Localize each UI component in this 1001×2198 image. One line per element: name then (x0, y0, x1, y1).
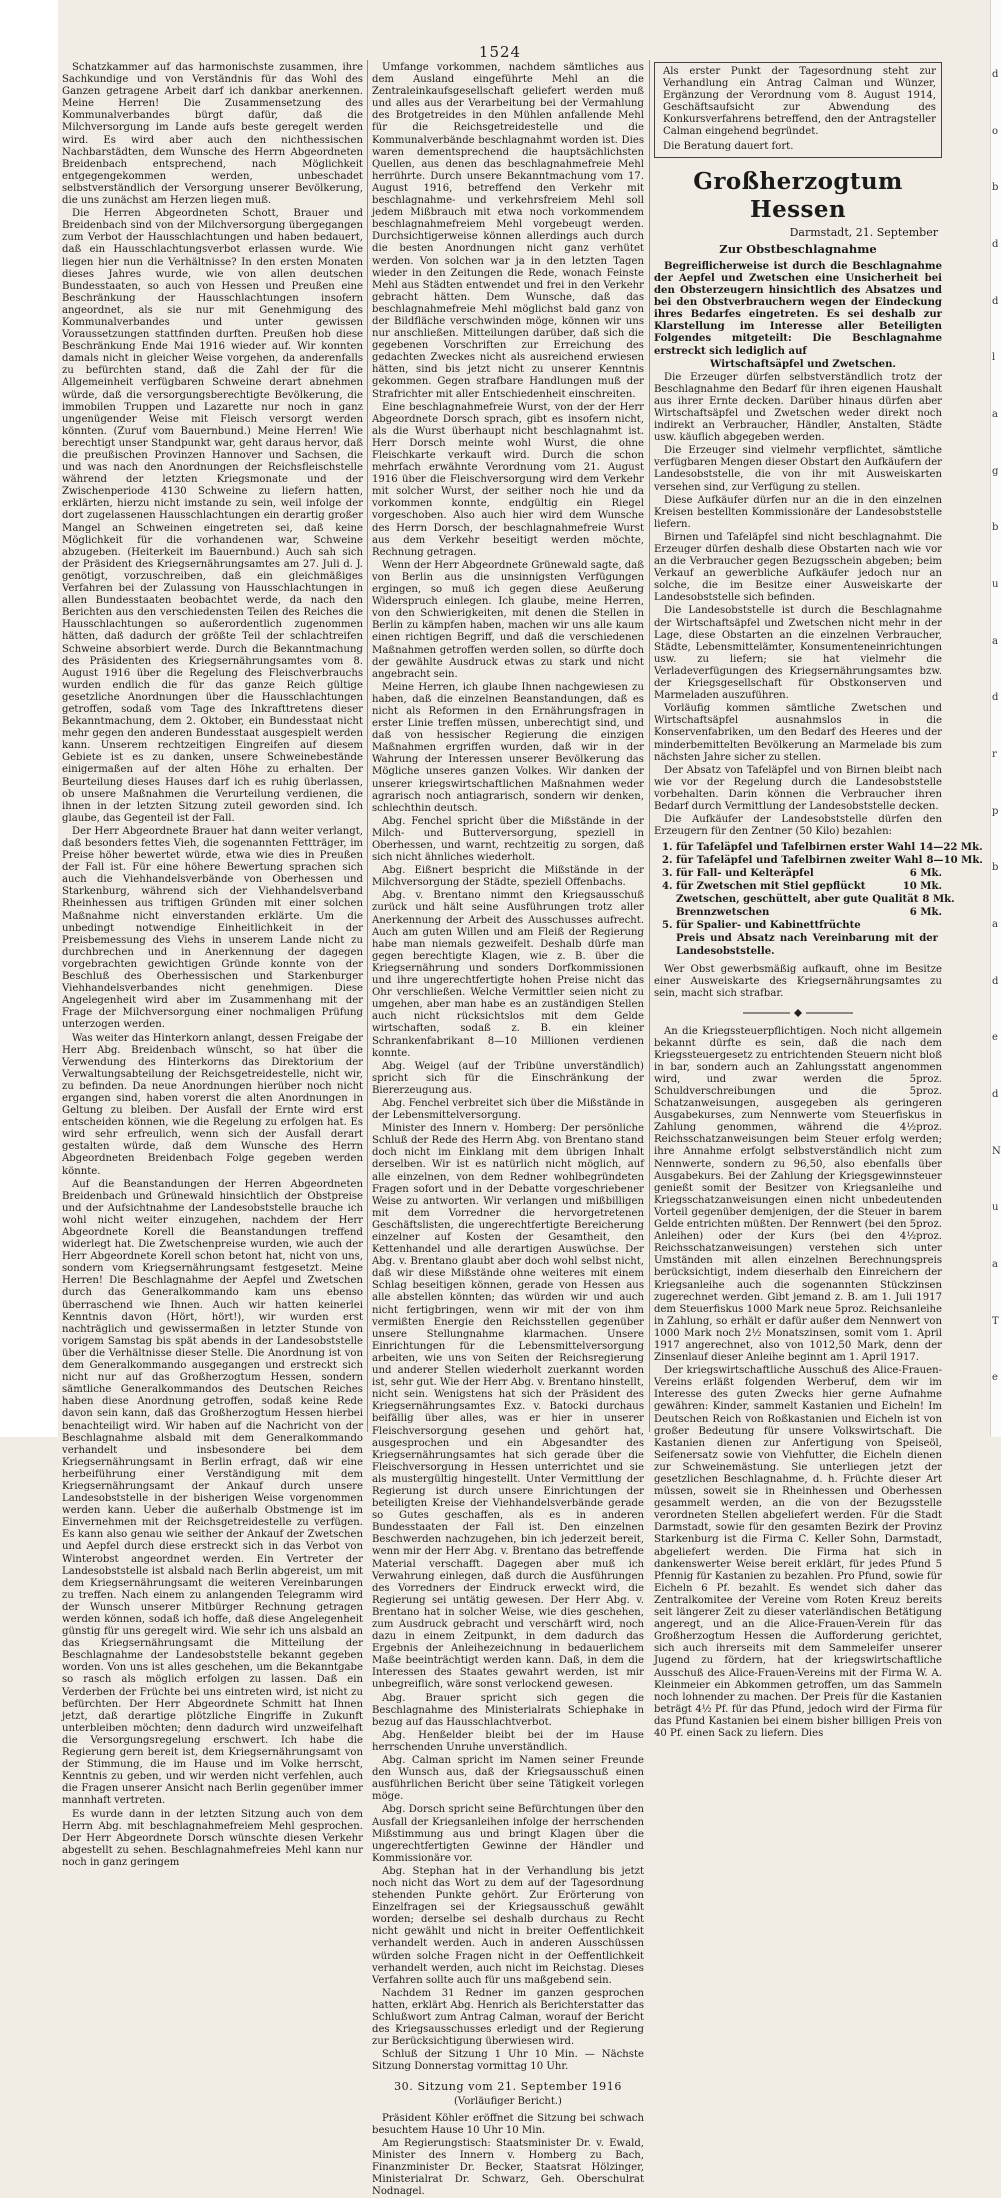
paragraph: Umfange vorkommen, nachdem sämtliches aus dem Ausland eingeführte Mehl an die Zentraleinkaufsgesellschaft geliefert werden muß und alles aus der Verarbeitung bei der Vermahlung des Brotgetreides in den Mühlen anfallende Mehl für die Reichsgetreidestelle und die Kommunalverbände beschlagnahmt worden ist. Dies waren dementsprechend die hauptsächlichsten Quellen, aus denen das beschlagnahmefreie Mehl herrührte. Durch unsere Bekanntmachung vom 17. August 1916, betreffend den Verkehr mit beschlagnahme- und verkehrsfreiem Mehl soll jedem Mißbrauch mit etwa noch vorkommendem beschlagnahmefreiem Mehl vorgebeugt werden. Durchsichtigerweise können allerdings auch durch die besten Anordnungen nicht ganz verhütet werden. Von solchen war ja in den letzten Tagen wieder in den Zeitungen die Rede, wonach Feinste Mehl aus Städten entwendet und frei in den Verkehr gebracht hätten. Dem Wunsche, daß das beschlagnahmefreie Mehl möglichst bald ganz von der Bildfläche verschwinden möge, können wir uns nur anschließen. Mitteilungen darüber, daß sich die gegebenen Vorschriften zur Erreichung des gedachten Zweckes nicht als ausreichend erwiesen hätten, sind bis jetzt nicht zu unserer Kenntnis gekommen. Gegen strafbare Handlungen muß der Strafrichter mit aller Entschiedenheit einschreiten. (372, 62, 644, 400)
agenda-notice-box (654, 62, 942, 158)
edge-fragment: a (992, 1259, 998, 1270)
paragraph: Diese Aufkäufer dürfen nur an die in den einzelnen Kreisen bestellten Kommissionäre der Landesobststelle liefern. (654, 494, 942, 530)
paragraph: Am Regierungstisch: Staatsminister Dr. v. Ewald, Minister des Innern v. Homberg zu Bach, Finanzminister Dr. Becker, Staatsrat Hölzinger, Ministerialrat Dr. Schwarz, Geh. Oberschulrat Nodnagel. (372, 2137, 644, 2198)
edge-fragment: a (992, 635, 998, 647)
edge-fragment: u (992, 1202, 999, 1214)
paragraph: Was weiter das Hinterkorn anlangt, dessen Freigabe der Herr Abg. Breidenbach wünscht, so hat über die Verwendung des Hinterkorns das Direktorium der Verwaltungsabteilung der Reichsgetreidestelle, nicht wir, zu befinden. Da neue Anordnungen hierüber noch nicht ergangen sind, haben vorerst die alten Anordnungen in Geltung zu bleiben. Der Ausfall der Ernte wird erst entscheiden können, wie die Regelung zu erfolgen hat. Es wird sehr erfreulich, wenn sich der Ausfall derart gestalten würde, daß dem Wunsche des Herrn Abgeordneten Breidenbach Folge gegeben werden könnte. (62, 1032, 363, 1177)
price-row (662, 906, 942, 919)
edge-fragment: d (992, 69, 999, 80)
dateline: Darmstadt, 21. September (789, 225, 938, 239)
price-label: Brennzwetschen (676, 907, 770, 919)
edge-fragment: p (992, 805, 999, 817)
price-value (938, 919, 942, 932)
edge-fragment: b (992, 862, 999, 874)
price-row (662, 841, 983, 854)
paragraph: Die Herren Abgeordneten Schott, Brauer und Breidenbach sind von der Milchversorgung übergegangen zum Verbot der Hausschlachtungen und haben bedauert, daß ein Hausschlachtungsverbot erlassen wurde. Wie liegen hier nun die Verhältnisse? In den ersten Monaten dieses Jahres wurde, wie von allen deutschen Bundesstaaten, so auch von Hessen und Preußen eine Beschränkung der Hausschlachtungen insofern angeordnet, als sie nur mit Genehmigung des Kommunalverbandes und unter gewissen Voraussetzungen stattfinden durften. Preußen hob diese Beschränkung Ende Mai 1916 wieder auf. Wir konnten damals nicht in gleicher Weise vorgehen, da anderenfalls zu befürchten stand, daß die Zahl der für die Allgemeinheit verfügbaren Schweine derart abnehmen würde, daß die versorgungsberechtigte Bevölkerung, die immobilen Truppen und Lazarette nur noch in ganz ungenügender Weise mit Fleisch versorgt werden könnten. (Zuruf vom Bauernbund.) Meine Herren! Wie berechtigt unser Standpunkt war, geht daraus hervor, daß die preußischen Provinzen Hannover und Sachsen, die und was nach den Anordnungen der Reichsfleischstelle während der letzten Kriegsmonate und der Zwischenperiode 4130 Schweine zu liefern hatten, erklärten, hierzu nicht imstande zu sein, weil infolge der dort zugelassenen Hausschlachtungen ein derartig großer Mangel an Schweinen eingetreten sei, daß keine Möglichkeit für die vorhandenen war, Schweine abzugeben. (Heiterkeit im Bauernbund.) Auch sah sich der Präsident des Kriegsernährungsamtes am 27. Juli d. J. genötigt, vorzuschreiben, daß ein gleichmäßiges Verfahren bei der Zulassung von Hausschlachtungen in allen Bundesstaaten beobachtet werde, da nach den Berichten aus den verschiedensten Teilen des Reiches die Hausschlachtungen so außerordentlich zugenommen hätten, daß dadurch der größte Teil der schlachtreifen Schweine absorbiert werde. Durch die Bekanntmachung des Präsidenten des Kriegsernährungsamtes vom 8. August 1916 über die Regelung des Fleischverbrauchs wurden endlich die für das ganze Reich gültige gesetzliche Anordnungen über die Hausschlachtungen getroffen, sodaß vom Tage des Inkrafttretens dieser Bekanntmachung, dem 2. Oktober, ein Bundesstaat nicht mehr gegen den anderen Bundesstaat ausgespielt werden kann. Unserem rechtzeitigen Eingreifen auf diesem Gebiete ist es zu danken, unsere Schweinebestände einigermaßen auf der alten Höhe zu erhalten. Der Beurteilung dieses Hauses darf ich es ruhig überlassen, ob unsere Maßnahmen die Verurteilung verdienen, die ihnen in der letzten Sitzung zuteil geworden sind. Ich glaube, das Gegenteil ist der Fall. (62, 208, 363, 824)
edge-fragment: l (992, 352, 996, 364)
paragraph: Meine Herren, ich glaube Ihnen nachgewiesen zu haben, daß die einzelnen Beanstandungen, daß es nicht als Reformen in den Ernährungsfragen in erster Linie treffen müssen, unberechtigt sind, und daß von hessischer Regierung die einzigen Maßnahmen ergriffen wurden, daß wir in der Wahrung der Interessen unserer Bevölkerung das Mögliche unseres ganzen Volkes. Wir danken der unserer kriegswirtschaftlichen Maßnahmen weder agrarisch noch antiagrarisch, sondern wir denken, schlechthin deutsch. (372, 681, 644, 814)
price-list (662, 841, 983, 958)
edge-fragment: o (992, 125, 999, 137)
paragraph: Die Landesobststelle ist durch die Beschlagnahme der Wirtschaftsäpfel und Zwetschen nicht mehr in der Lage, diese Obstarten an die einzelnen Verbraucher, Städte, Lebensmittelämter, Konsumenteneinrichtungen usw. zu liefern; sie hat vielmehr die Verladeverfügungen des Kriegsernährungsamtes bzw. der Kriegsgesellschaft für Obstkonserven und Marmeladen auszuführen. (654, 605, 942, 702)
edge-fragment: d (992, 692, 999, 704)
paragraph: Abg. Dorsch spricht seine Befürchtungen über den Ausfall der Kriegsanleihen infolge der herrschenden Mißstimmung aus und bringt Klagen über die ungerechtfertigten Gewinne der Händler und Kommissionäre vor. (372, 1804, 644, 1864)
price-label: 1. für Tafeläpfel und Tafelbirnen erster Wahl (662, 842, 916, 854)
paragraph: Die Aufkäufer der Landesobststelle dürfen den Erzeugern für den Zentner (50 Kilo) bezahlen: (654, 814, 942, 838)
edge-fragment: d (992, 239, 999, 250)
paragraph: Der Absatz von Tafeläpfel und von Birnen bleibt nach wie vor der Regelung durch die Landesobststelle vorbehalten. Darin können die Verbraucher ihren Bedarf durch Vermittlung der Landesobststelle decken. (654, 764, 942, 812)
paragraph: Eine beschlagnahmefreie Wurst, von der der Herr Abgeordnete Dorsch sprach, gibt es insofern nicht, als die Wurst überhaupt nicht beschlagnahmt ist. Herr Dorsch meinte wohl Wurst, die ohne Fleischkarte verkauft wird. Durch die schon mehrfach erwähnte Verordnung vom 21. August 1916 über die Fleischversorgung wird dem Verkehr mit solcher Wurst, der seither noch hie und da vorkommen konnte, endgültig ein Riegel vorgeschoben. Also auch hier wird dem Wunsche des Herrn Dorsch, der beschlagnahmefreie Wurst aus dem Verkehr beseitigt werden möchte, Rechnung getragen. (372, 401, 644, 558)
paragraph: Abg. Weigel (auf der Tribüne unverständlich) spricht sich für die Einschränkung der Biererzeugung aus. (372, 1060, 644, 1096)
price-row (662, 867, 942, 880)
column-2 (372, 62, 645, 2198)
price-value: 6 Mk. (909, 868, 942, 880)
price-label: 5. für Spalier- und Kabinettfrüchte (662, 920, 861, 932)
edge-fragment: d (992, 1089, 999, 1100)
paragraph: Birnen und Tafeläpfel sind nicht beschlagnahmt. Die Erzeuger dürfen deshalb diese Obstarten nach wie vor an die Verbraucher gegen Bezugsschein abgeben; beim Verkauf an gewerbliche Aufkäufer jedoch nur an solche, die im Besitze einer Ausweiskarte der Landesobststelle sich befinden. (654, 531, 942, 604)
price-value: 8—10 Mk. (926, 855, 983, 867)
session-heading: 30. Sitzung vom 21. September 1916 (394, 2080, 622, 2094)
paragraph: Schluß der Sitzung 1 Uhr 10 Min. — Nächste Sitzung Donnerstag vormittag 10 Uhr. (372, 2049, 644, 2073)
price-label: 4. für Zwetschen mit Stiel gepflückt (662, 881, 866, 893)
paragraph: Begreiflicherweise ist durch die Beschlagnahme der Aepfel und Zwetschen eine Unsicherheit bei den Obsterzeugern hinsichtlich des Absatzes und bei den Obstverbrauchern wegen der Eindeckung ihres Bedarfes eingetreten. Es sei deshalb zur Klarstellung im Interesse aller Beteiligten Folgendes mitgeteilt: Die Beschlagnahme erstreckt sich lediglich auf (654, 260, 942, 357)
edge-fragment: d (992, 295, 999, 307)
price-row (662, 893, 955, 906)
price-value (938, 932, 942, 958)
article-headline: Zur Obstbeschlagnahme (719, 241, 877, 256)
edge-fragment: T (992, 1315, 999, 1327)
price-value: 14—22 Mk. (919, 842, 983, 854)
edge-fragment: g (992, 465, 999, 477)
column-3 (654, 62, 983, 1739)
price-value: 10 Mk. (902, 881, 942, 893)
page-number: 1524 (478, 43, 522, 61)
paragraph: Präsident Köhler eröffnet die Sitzung bei schwach besuchtem Hause 10 Uhr 10 Min. (372, 2112, 644, 2136)
column-rule-1 (367, 60, 368, 1432)
paragraph: Abg. Stephan hat in der Verhandlung bis jetzt noch nicht das Wort zu dem auf der Tagesordnung stehenden Punkte gehört. Zur Erörterung von Einzelfragen sei der Kriegsausschuß gewählt worden; derselbe sei deshalb durchaus zu Recht nicht gewählt und nicht in breiter Oeffentlichkeit verhandelt werden. Auch in anderen Ausschüssen würden solche Fragen nicht in der Oeffentlichkeit verhandelt werden, auch nicht im Reichstag. Dieses Verfahren sollte auch für uns maßgebend sein. (372, 1865, 644, 1986)
scan-right-edge (990, 0, 1001, 1437)
price-value: 8 Mk. (922, 894, 955, 906)
paragraph: Nachdem 31 Redner im ganzen gesprochen hatten, erklärt Abg. Henrich als Berichterstatter das Schlußwort zum Antrag Calman, worauf der Bericht des Kriegsausschusses erledigt und der Regierung zur Berücksichtigung überwiesen wird. (372, 1987, 644, 2048)
agenda-notice: Als erster Punkt der Tagesordnung steht zur Verhandlung ein Antrag Calman und Wünzer, Ergänzung der Verordnung vom 8. August 1914, Geschäftsaufsicht zur Abwendung des Konkursverfahrens betreffend, den der Antragsteller Calman eingehend begründet. (663, 66, 936, 138)
paragraph: An die Kriegssteuerpflichtigen. Noch nicht allgemein bekannt dürfte es sein, daß die nach dem Kriegssteuergesetz zu entrichtenden Steuern nicht bloß in bar, sondern auch an Zahlungsstatt angenommen wird, und zwar werden die 5proz. Schuldverschreibungen und die 5proz. Schatzanweisungen, ausgegeben als geringeren Ausgabekurses, zum Nennwerte vom Steuerfiskus in Zahlung genommen, während die 4½proz. Reichsschatzanweisungen beim Steuer erfolg werden; ihre Annahme erfolgt selbstverständlich nicht zum Nennwerte, sondern zu 96,50, also ebenfalls über Ausgabekurs. Bei der Zahlung der Kriegsgewinnsteuer genießt somit der Besitzer von Kriegsanleihe und Kriegsschatzanweisungen einen nicht unbedeutenden Vorteil gegenüber demjenigen, der die Steuer in barem Gelde entrichten müßten. Der Rennwert (bei den 5proz. Anleihen) oder der Kurs (bei den 4½proz. Reichsschatzanweisungen) verstehen sich unter Umständen mit allen einzelnen Berechnungspreis berücksichtigt, indem dieserhalb den Einreichern der Kriegsanleihe auch die sogenannten Stückzinsen zugerechnet werden. Gibt jemand z. B. am 1. Juli 1917 dem Steuerfiskus 1000 Mark neue 5proz. Reichsanleihe in Zahlung, so erhält er dafür außer dem Nennwert von 1000 Mark noch 2½ Monatszinsen, somit vom 1. April 1917 angerechnet, also von 1012,50 Mark, denn der Zinsenlauf dieser Anleihe beginnt am 1. April 1917. (654, 1025, 942, 1364)
paragraph: Wer Obst gewerbsmäßig aufkauft, ohne im Besitze einer Ausweiskarte des Kriegsernährungsamtes zu sein, macht sich strafbar. (654, 964, 942, 1000)
paragraph: Die Erzeuger sind vielmehr verpflichtet, sämtliche verfügbaren Mengen dieser Obstart den Aufkäufern der Landesobststelle, die von ihr mit Ausweiskarten versehen sind, zur Verfügung zu stellen. (654, 445, 942, 493)
paragraph: Der Herr Abgeordnete Brauer hat dann weiter verlangt, daß besonders fettes Vieh, die sogenannten Fettträger, im Preise höher bewertet würde, etwa wie dies in Preußen der Fall ist. Für eine höhere Bewertung sprachen sich auch die Viehhandelsverbände von Oberhessen und Starkenburg, während sich der Viehhandelsverband Rheinhessen aus triftigen Gründen mit einer solchen Maßnahme nicht einverstanden erklärte. Um die unbedingt notwendige Einheitlichkeit in der Preisbemessung des Viehs in unserem Lande nicht zu durchbrechen und in Anerkennung der dagegen vorgebrachten gewichtigen Gründe konnte von der Beschluß des Oberhessischen und Starkenburger Viehhandelsverbandes nicht genehmigen. Diese Angelegenheit wird aber im Zusammenhang mit der Frage der Milchversorgung einer nochmaligen Prüfung unterzogen werden. (62, 825, 363, 1031)
edge-fragment: e (992, 1032, 998, 1044)
session-subheading: (Vorläufiger Bericht.) (454, 2095, 562, 2107)
scan-left-margin (0, 0, 58, 1437)
price-label: 3. für Fall- und Kelteräpfel (662, 868, 814, 880)
section-divider (654, 1007, 942, 1020)
edge-fragment: a (992, 919, 998, 930)
price-label: Preis und Absatz nach Vereinbarung mit der Landesobststelle. (676, 933, 938, 958)
paragraph: Es wurde dann in der letzten Sitzung auch von dem Herrn Abg. mit beschlagnahmefreiem Mehl gesprochen. Der Herr Abgeordnete Dorsch wünschte diesen Verkehr abgestellt zu sehen. Beschlagnahmefreies Mehl kann nur noch in ganz geringem (62, 1808, 363, 1868)
edge-fragment: u (992, 579, 999, 590)
paragraph: Abg. Brauer spricht sich gegen die Beschlagnahme des Ministerialrats Schiephake in bezug auf das Hausschlachtverbot. (372, 1692, 644, 1728)
edge-fragment: N (992, 1145, 1001, 1157)
divider-ornament-icon (743, 1008, 853, 1018)
edge-fragment: r (992, 749, 997, 760)
edge-fragment: d (992, 975, 999, 987)
paragraph: Minister des Innern v. Homberg: Der persönliche Schluß der Rede des Herrn Abg. von Brentano stand doch nicht im Einklang mit dem übrigen Inhalt derselben. Wir ist es natürlich nicht möglich, auf alle einzelnen, von dem Redner wohlbegründeten Fragen sofort und in der Debatte vorgeschriebener Weise zu antworten. Wir verlangen und mißbilligen mit dem Vorredner die hervorgetretenen Geschäftslisten, die ungerechtfertigte Bereicherung einzelner auf Kosten der Gesamtheit, den Kettenhandel und alle derartigen Auswüchse. Der Abg. v. Brentano glaubt aber doch wohl selbst nicht, daß wir diese Mißstände ohne weiteres mit einem Schlag beseitigen können, gerade von Hessen aus alle abstellen könnten; das würden wir und auch nicht fertigbringen, wenn wir mit der von ihm vermißten Energie den Reichsstellen gegenüber unsere Stellungnahme klarmachen. Unsere Einrichtungen für die Lebensmittelversorgung arbeiten, wie uns von Seiten der Reichsregierung und anderer Stellen wiederholt zuerkannt worden ist, sehr gut. Wie der Herr Abg. v. Brentano hinstellt, nicht sein. Wenigstens hat sich der Präsident des Kriegsernährungsamtes Exz. v. Batocki durchaus beifällig über alles, was er hier in unserer Fleischversorgung gesehen und gehört hat, ausgesprochen und ein Abgesandter des Kriegsernährungsamtes hat sich gerade über die Fleischversorgung in Hessen unterrichtet und sie als mustergültig hingestellt. Unter Vermittlung der Regierung ist durch unsere Einrichtungen der beteiligten Kreise der Viehhandelsverbände gerade so Gutes geschaffen, als es in anderen Bundesstaaten der Fall ist. Den einzelnen Beschwerden nachzugehen, bin ich jederzeit bereit, wenn mir der Herr Abg. v. Brentano das betreffende Material verschafft. Dagegen aber muß ich Verwahrung einlegen, daß durch die Ausführungen des Vorredners der Eindruck erweckt wird, die Regierung sei untätig gewesen. Der Herr Abg. v. Brentano hat in solcher Weise, wie dies geschehen, zum Ausdruck gebracht und verschärft wird, noch dazu in einem Zeitpunkt, in dem dadurch das Ergebnis der Anleihezeichnung in bedauerlichem Maße beeinträchtigt werden kann. Daß, in dem die Interessen des Staates gewahrt werden, ist mir unbegreiflich, wäre sonst verlockend gewesen. (372, 1123, 645, 1691)
paragraph: Abg. v. Brentano nimmt den Kriegsausschuß zurück und hält seine Ausführungen trotz aller Anerkennung der Arbeit des Ausschusses aufrecht. Auch am guten Willen und am Fleiß der Regierung habe man niemals gezweifelt. Deshalb dürfe man gegen berechtigte Klagen, wie z. B. über die Kriegsernährung und sonders Dorfkommissionen und ihre ungerechtfertigte hohen Preise nicht das Ohr verschließen. Welche Vermittler seien nicht zu umgehen, aber man habe es an zuständigen Stellen auch nicht rücksichtslos mit dem Gelde wirtschaften, sodaß z. B. ein kleiner Schrankenfabrikant 8—10 Millionen verdienen konnte. (372, 890, 644, 1059)
price-value: 6 Mk. (909, 907, 942, 919)
emphasis-line: Wirtschaftsäpfel und Zwetschen. (710, 358, 896, 370)
paragraph: Abg. Calman spricht im Namen seiner Freunde den Wunsch aus, daß der Kriegsausschuß einen ausführlichen Bericht über seine Tätigkeit vorlegen möge. (372, 1755, 644, 1803)
paragraph: Vorläufig kommen sämtliche Zwetschen und Wirtschaftsäpfel ausnahmslos in die Konservenfabriken, um den Bedarf des Heeres und der minderbemittelten Bevölkerung an Marmelade bis zum nächsten Jahre sicher zu stellen. (654, 703, 942, 763)
column-rule-2 (649, 60, 650, 1432)
edge-fragment: e (992, 1372, 998, 1384)
price-row (662, 854, 983, 867)
edge-fragment: b (992, 522, 999, 534)
price-row (662, 880, 942, 893)
section-title: Großherzogtum Hessen (693, 167, 903, 223)
agenda-note: Die Beratung dauert fort. (663, 140, 794, 152)
paragraph: Der kriegswirtschaftliche Ausschuß des Alice-Frauen-Vereins erläßt folgenden Werberuf, dem wir im Interesse des guten Zwecks hier gerne Aufnahme gewähren: Kinder, sammelt Kastanien und Eicheln! Im Deutschen Reich von Roßkastanien und Eicheln ist von großer Bedeutung für unsere Volkswirtschaft. Die Kastanien dienen zur Anfertigung von Speiseöl, Seifenersatz sowie von Viehfutter, die Eicheln dienen zur Schweinemästung. Sie unterliegen jetzt der gesetzlichen Beschlagnahme, d. h. Früchte dieser Art müssen, soweit sie in Rheinhessen und Oberhessen gesammelt werden, an die von der Bezugsstelle verordneten Stellen abgeliefert werden. Für die Stadt Darmstadt, sowie für den gesamten Bezirk der Provinz Starkenburg ist die Firma C. Keller Sohn, Darmstadt, abgeliefert werden. Die Firma hat sich in dankenswerter Weise bereit erklärt, für jedes Pfund 5 Pfennig für Kastanien zu bezahlen. Pro Pfund, sowie für Eicheln 6 Pf. bezahlt. Es wendet sich daher das Zentralkomitee der Vereine vom Roten Kreuz bereits seit längerer Zeit zu dieser vaterländischen Betätigung angeregt, und an die Alice-Frauen-Verein für das Großherzogtum Hessen die Aufforderung gerichtet, sich auch ihrerseits mit dem Sammeleifer unserer Jugend zu fördern, hat der kriegswirtschaftliche Ausschuß des Alice-Frauen-Vereins mit der Firma W. A. Kleinmeier ein Abkommen getroffen, um das Sammeln noch lohnender zu machen. Der Preis für die Kastanien beträgt 4½ Pf. für das Pfund, jedoch wird der Firma für das Pfund Kastanien bei einem bisher billigen Preis von 40 Pf. einen Sack zu liefern. Dies (654, 1365, 942, 1739)
paragraph: Abg. Fenchel spricht über die Mißstände in der Milch- und Butterversorgung, speziell in Oberhessen, und warnt, rechtzeitig zu sorgen, daß sich nicht ähnliches wiederholt. (372, 815, 644, 864)
column-1 (62, 62, 363, 1868)
edge-fragment: a (992, 409, 998, 420)
price-label: Zwetschen, geschüttelt, aber gute Qualität (676, 894, 919, 906)
paragraph: Die Erzeuger dürfen selbstverständlich trotz der Beschlagnahme den Bedarf für ihren eigenen Haushalt aus ihrer Ernte decken. Darüber hinaus dürfen aber Wirtschaftsäpfel und Zwetschen weder direkt noch indirekt an Verbraucher, Händler, Anstalten, Städte usw. käuflich abgegeben werden. (654, 371, 942, 444)
paragraph: Auf die Beanstandungen der Herren Abgeordneten Breidenbach und Grünewald hinsichtlich der Obstpreise und der Aufsichtnahme der Landesobststelle brauche ich wohl nicht weiter einzugehen, nachdem der Herr Abgeordnete Korell die Beanstandungen treffend widerlegt hat. Die Zwetschenpreise wurden, wie auch der Herr Abgeordnete Korell schon betont hat, nicht von uns, sondern vom Kriegsernährungsamt festgesetzt. Meine Herren! Die Beschlagnahme der Aepfel und Zwetschen durch das Generalkommando kam uns ebenso überraschend wie Ihnen. Auch wir hatten keinerlei Kenntnis davon (Hört, hört!), wir wurden erst nachträglich und gewissermaßen in letzter Stunde von vorigem Samstag bis spät abends in der Landesobststelle über die Verhältnisse dieser Stelle. Die Anordnung ist von dem Generalkommando ausgegangen und erstreckt sich nicht nur auf das Großherzogtum Hessen, sondern sämtliche Generalkommandos des Deutschen Reiches haben diese Anordnung getroffen, sodaß keine Rede davon sein kann, daß das Großherzogtum Hessen hierbei benachteiligt wird. Wir haben auf die Nachricht von der Beschlagnahme alsbald mit dem Generalkommando verhandelt und insbesondere bei dem Kriegsernährungsamt in Berlin erfragt, daß wir eine herbeiführung einer Verständigung mit dem Kriegsernährungsamt der Ankauf durch unsere Landesobststelle in der bisherigen Weise vorgenommen werden kann. Ueber die außerhalb Obstmenge ist im Einvernehmen mit der Reichsgetreidestelle zu verfügen. Es kann also genau wie seither der Ankauf der Zwetschen und Aepfel durch diese erstreckt sich in das Verbot von Winterobst angeordnet werden. Ein Vertreter der Landesobststelle ist alsbald nach Berlin abgereist, um mit dem Kriegsernährungsamt die weiteren Vereinbarungen zu treffen. Nach einem zu anlangenden Telegramm wird der Wunsch unserer Mitbürger Rechnung getragen werden können, sodaß ich hoffe, daß diese Angelegenheit günstig für uns geregelt wird. Wie sehr ich uns alsbald an das Kriegsernährungsamt die Mitteilung der Beschlagnahme der Landesobststelle bekannt gegeben worden. Von uns ist alles geschehen, um die Bekanntgabe so rasch als möglich erfolgen zu lassen. Daß ein Verderben der Früchte bei uns eintreten wird, ist nicht zu befürchten. Der Herr Abgeordnete Schmitt hat Ihnen jetzt, daß derartige plötzliche Eingriffe in Zukunft unterbleiben möchten; denn dadurch wird unzweifelhaft die Versorgungsregelung erschwert. Ich habe die Regierung gern bereit ist, dem Kriegsernährungsamt von der Stimmung, die im Hause und im Volke herrscht, Kenntnis zu geben, und wir werden nicht verfehlen, auch die Fragen unserer Ansicht nach Berlin gegenüber immer mannhaft vertreten. (62, 1178, 363, 1807)
price-label: 2. für Tafeläpfel und Tafelbirnen zweiter Wahl (662, 855, 923, 867)
paragraph: Wenn der Herr Abgeordnete Grünewald sagte, daß von Berlin aus die unsinnigsten Verfügungen ergingen, so muß ich gegen diese Aeußerung Widerspruch einlegen. Ich glaube, meine Herren, von den Schwierigkeiten, mit denen die Stellen in Berlin zu kämpfen haben, machen wir uns alle kaum einen richtigen Begriff, und daß die verschiedenen Maßnahmen getroffen werden sollen, so dürfte doch der gewählte Ausdruck etwas zu stark und nicht angebracht sein. (372, 559, 644, 680)
edge-fragment: b (992, 182, 999, 194)
paragraph: Abg. Eißnert bespricht die Mißstände in der Milchversorgung der Städte, speziell Offenbachs. (372, 865, 644, 889)
paragraph: Abg. Henßelder bleibt bei der im Hause herrschenden Unruhe unverständlich. (372, 1729, 644, 1753)
paragraph: Schatzkammer auf das harmonischste zusammen, ihre Sachkundige und von Verständnis für das Wohl des Ganzen getragene Arbeit darf ich dankbar anerkennen. Meine Herren! Die Zusammensetzung des Kommunalverbandes bürgt dafür, daß die Milchversorgung im Lande aufs beste geregelt werden wird. Es wird aber auch den nichthessischen Nachbarstädten, dem Wunsche des Herrn Abgeordneten Breidenbach entsprechend, nach Möglichkeit entgegengekommen werden, unbeschadet selbstverständlich der Versorgung unserer Bevölkerung, die uns zunächst am Herzen liegen muß. (62, 62, 363, 207)
paragraph: Abg. Fenchel verbreitet sich über die Mißstände in der Lebensmittelversorgung. (372, 1097, 644, 1122)
price-row (662, 919, 942, 932)
price-row (662, 932, 942, 958)
